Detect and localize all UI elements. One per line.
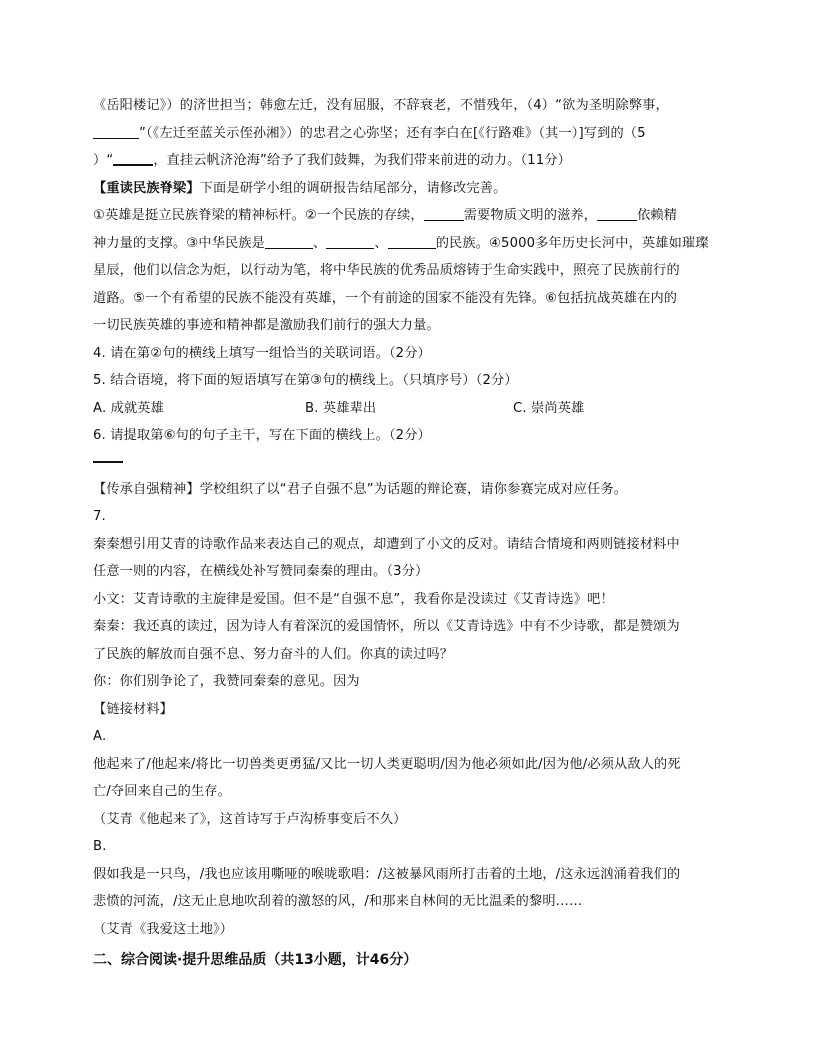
material-label: B. [93,839,107,854]
answer-blank[interactable] [93,124,139,139]
answer-blank[interactable] [597,206,637,221]
option-c: C. 崇尚英雄 [513,400,585,416]
poem-source: （艾青《他起来了》，这首诗写于卢沟桥事变后不久） [93,811,407,827]
section-heading: 二、综合阅读·提升思维品质（共13小题，计46分） [93,952,418,968]
answer-blank[interactable] [265,234,313,249]
poem-line: 假如我是一只鸟，/我也应该用嘶哑的喉咙歌唱：/这被暴风雨所打击着的土地，/这永远汹涌着我们的 [93,866,681,882]
question-6: 6. 请提取第⑥句的句子主干，写在下面的横线上。（2分） [93,428,431,443]
document-page [93,92,723,975]
dialogue-line: 了民族的解放而自强不息、努力奋斗的人们。你真的读过吗？ [93,646,454,662]
dialogue-line: 秦秦：我还真的读过，因为诗人有着深沉的爱国情怀，所以《艾青诗选》中有不少诗歌，都是赞颂为 [93,619,680,634]
text-line: 任意一则的内容，在横线处补写赞同秦秦的理由。（3分） [93,564,429,579]
text-line: 【传承自强精神】学校组织了以“君子自强不息”为话题的辩论赛，请你参赛完成对应任务。 [93,481,628,497]
text-line: 道路。⑤一个有希望的民族不能没有英雄，一个有前途的国家不能没有先锋。⑥包括抗战英雄在内的 [93,290,678,306]
poem-source: （艾青《我爱这土地》） [93,921,234,937]
text-line: ”（《左迁至蓝关示侄孙湘》）的忠君之心弥坚；还有李白在[《行路难》（其一）]写到的（5 [93,120,723,148]
poem-line: 他起来了/他起来/将比一切兽类更勇猛/又比一切人类更聪明/因为他必须如此/因为他/必须从敌人的死 [93,756,681,772]
text-line: ）“ ，直挂云帆济沧海”给予了我们鼓舞，为我们带来前进的动力。（11分） [93,147,723,175]
question-number: 7. [93,509,106,524]
poem-line: 亡/夺回来自己的生存。 [93,784,231,799]
poem-line: 悲愤的河流，/这无止息地吹刮着的激怒的风，/和那来自林间的无比温柔的黎明…… [93,894,583,909]
answer-blank[interactable] [113,150,153,166]
material-label: A. [93,729,107,744]
answer-blank[interactable] [388,234,436,249]
dialogue-line: 你：你们别争论了，我赞同秦秦的意见。因为 [93,674,360,689]
question-4: 4. 请在第②句的横线上填写一组恰当的关联词语。（2分） [93,345,431,361]
answer-blank[interactable] [424,206,464,221]
option-a: A. 成就英雄 [93,400,164,416]
text-line: 【重读民族脊梁】下面是研学小组的调研报告结尾部分，请修改完善。 [93,180,507,196]
answer-blank[interactable] [326,234,374,249]
text-line: ①英雄是挺立民族脊梁的精神标杆。②一个民族的存续， 需要物质文明的滋养， 依赖精 [93,208,678,223]
text-line: 一切民族英雄的事迹和精神都是激励我们前行的强大力量。 [93,318,440,333]
section-label: 【重读民族脊梁】 [93,180,200,196]
text-line: 秦秦想引用艾青的诗歌作品来表达自己的观点，却遭到了小文的反对。请结合情境和两则链接材料中 [93,536,680,552]
text-line: 星辰，他们以信念为炬，以行动为笔，将中华民族的优秀品质熔铸于生命实践中，照亮了民族前行的 [93,263,680,278]
dialogue-line: 小文：艾青诗歌的主旋律是爱国。但不是“自强不息”，我看你是没读过《艾青诗选》吧！ [93,591,614,607]
answer-line[interactable] [93,461,123,463]
text-line: 《岳阳楼记》）的济世担当；韩愈左迁，没有屈服，不辞衰老，不惜残年，（4）“欲为圣明除弊事， [93,98,669,113]
material-heading: 【链接材料】 [93,701,174,717]
options-row [93,395,723,423]
option-b: B. 英雄辈出 [305,400,377,416]
text-line: 神力量的支撑。③中华民族是 、 、 的民族。④5000多年历史长河中，英雄如璀璨 [93,235,709,251]
question-5: 5. 结合语境，将下面的短语填写在第③句的横线上。（只填序号）（2分） [93,373,518,388]
